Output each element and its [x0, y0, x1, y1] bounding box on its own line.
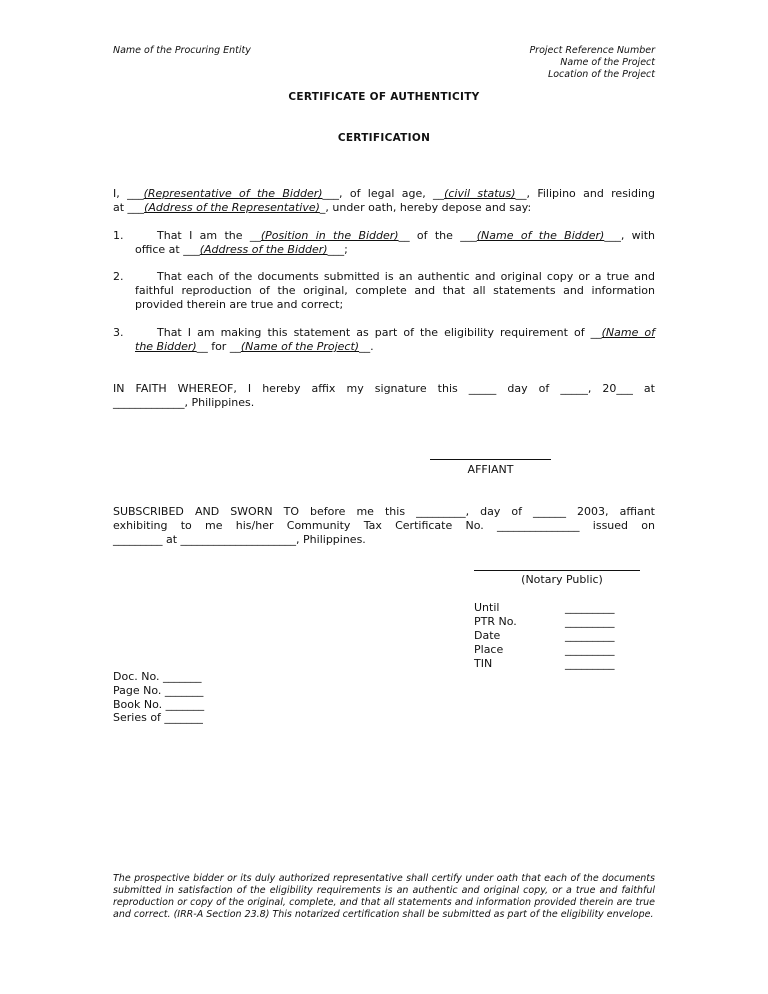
notary-blank: _________: [565, 657, 615, 670]
book-number-field: Book No. _______: [113, 698, 205, 711]
notary-field-ptr: PTR No.: [474, 615, 517, 628]
item-number: 2.: [113, 270, 124, 283]
bidder-name-field: (Name of: [601, 326, 655, 339]
notary-signature-line: [474, 570, 640, 571]
representative-address-field: (Address of the Representative): [144, 201, 320, 214]
civil-status-field: (civil status): [444, 187, 516, 200]
footnote: The prospective bidder or its duly authorized representative shall certify under oath that each of the documents submitted in satisfaction of the eligibility requirements is an authentic and original copy, or a true and faithful reproduction or copy of the original, complete, and that all statements and information provided therein are true and correct. (IRR-A Section 23.8) This notarized certification shall be submitted as part of the eligibility envelope.: [113, 873, 655, 920]
item-text: That I am the __: [157, 229, 261, 242]
procuring-entity-label: Name of the Procuring Entity: [113, 45, 251, 56]
notary-public-label: (Notary Public): [521, 573, 603, 586]
affiant-label: AFFIANT: [467, 463, 514, 476]
document-title: CERTIFICATE OF AUTHENTICITY: [288, 91, 480, 103]
notary-blank: _________: [565, 601, 615, 614]
subscribed-line-1: SUBSCRIBED AND SWORN TO before me this _________, day of ______ 2003, affiant: [113, 505, 655, 518]
notary-field-until: Until: [474, 601, 500, 614]
item-text: __ of the ___: [398, 229, 477, 242]
doc-number-field: Doc. No. _______: [113, 670, 202, 683]
intro-paragraph: [113, 187, 655, 215]
project-name-field: (Name of the Project): [240, 340, 360, 353]
project-name-label: Name of the Project: [560, 57, 655, 68]
intro-text: _, under oath, hereby depose and say:: [319, 201, 532, 214]
item-text: office at ___: [135, 243, 200, 256]
notary-blank: _________: [565, 615, 615, 628]
notary-field-place: Place: [474, 643, 504, 656]
item-text: ___, with: [604, 229, 655, 242]
item-2-paragraph: That each of the documents submitted is an authentic and original copy or a true and faithful reproduction of the original, complete and that all statements and information provided therein are true and correct;: [135, 270, 655, 311]
item-text: __.: [359, 340, 374, 353]
item-number: 1.: [113, 229, 124, 242]
notary-field-tin: TIN: [474, 657, 493, 670]
affiant-signature-line: [430, 459, 551, 460]
representative-field: (Representative of the Bidder): [143, 187, 323, 200]
notary-blank: _________: [565, 629, 615, 642]
subscribed-paragraph: [113, 505, 655, 547]
faith-line-2: _____________, Philippines.: [113, 396, 255, 409]
page-number-field: Page No. _______: [113, 684, 204, 697]
faith-paragraph: [113, 382, 655, 410]
item-text: ___;: [327, 243, 348, 256]
intro-text: __, Filipino and residing: [515, 187, 655, 200]
project-reference-label: Project Reference Number: [529, 45, 655, 56]
series-field: Series of _______: [113, 711, 203, 724]
item-1-paragraph: [135, 229, 655, 257]
item-number: 3.: [113, 326, 124, 339]
notary-blank: _________: [565, 643, 615, 656]
bidder-name-field: the Bidder): [135, 340, 197, 353]
intro-text: at ___: [113, 201, 145, 214]
subscribed-line-3: _________ at _____________________, Philippines.: [113, 533, 366, 546]
project-location-label: Location of the Project: [547, 69, 655, 80]
subscribed-line-2: exhibiting to me his/her Community Tax Certificate No. _______________ issued on: [113, 519, 655, 532]
faith-line-1: IN FAITH WHEREOF, I hereby affix my signature this _____ day of _____, 20___ at: [113, 382, 655, 395]
document-subtitle: CERTIFICATION: [337, 132, 431, 144]
position-field: (Position in the Bidder): [260, 229, 399, 242]
bidder-address-field: (Address of the Bidder): [199, 243, 328, 256]
intro-text: I, ___: [113, 187, 144, 200]
item-text: __ for __: [196, 340, 241, 353]
bidder-name-field: (Name of the Bidder): [476, 229, 605, 242]
notary-field-date: Date: [474, 629, 501, 642]
item-text: That I am making this statement as part of the eligibility requirement of __: [157, 326, 602, 339]
item-3-paragraph: [135, 326, 655, 354]
intro-text: ___, of legal age, __: [322, 187, 445, 200]
